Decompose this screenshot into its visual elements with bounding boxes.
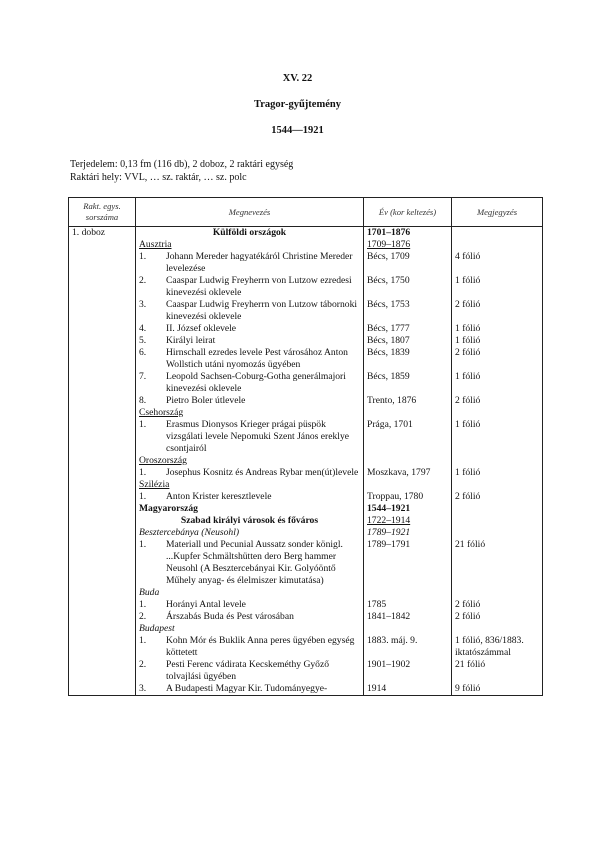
year-cell: 1789–1921 (364, 527, 452, 539)
item-number: 1. (139, 599, 147, 610)
year-cell (364, 407, 452, 419)
unit-cell (69, 659, 136, 683)
unit-cell (69, 419, 136, 455)
section-heading: Ausztria (139, 239, 172, 250)
table-row (69, 635, 543, 659)
year-cell: 1841–1842 (364, 611, 452, 623)
name-cell (136, 371, 364, 395)
note-cell (452, 623, 543, 635)
unit-cell (69, 323, 136, 335)
unit-cell (69, 539, 136, 587)
unit-cell (69, 515, 136, 527)
item-title: II. József oklevele (166, 323, 237, 334)
unit-cell (69, 587, 136, 599)
year-cell: 1789–1791 (364, 539, 452, 587)
note-cell (452, 527, 543, 539)
unit-cell: 1. doboz (69, 227, 136, 240)
unit-cell (69, 527, 136, 539)
item-title: Árszabás Buda és Pest városában (166, 611, 294, 622)
header-note: Megjegyzés (452, 198, 543, 227)
year-cell: Bécs, 1777 (364, 323, 452, 335)
table-header-row (69, 198, 543, 227)
unit-cell (69, 371, 136, 395)
section-heading: Magyarország (139, 503, 198, 514)
section-heading: Oroszország (139, 455, 187, 466)
item-title: Josephus Kosnitz és Andreas Rybar men(út)levele (166, 467, 359, 478)
table-row (69, 623, 543, 635)
name-cell (136, 455, 364, 467)
table-body (69, 227, 543, 696)
note-cell: 1 fólió, 836/1883. iktatószámmal (452, 635, 543, 659)
table-row (69, 239, 543, 251)
table-row (69, 503, 543, 515)
year-cell: 1883. máj. 9. (364, 635, 452, 659)
year-cell: 1544–1921 (364, 503, 452, 515)
table-row (69, 251, 543, 275)
note-cell (452, 515, 543, 527)
year-cell: 1785 (364, 599, 452, 611)
name-cell (136, 503, 364, 515)
name-cell (136, 623, 364, 635)
section-heading: Buda (139, 587, 160, 598)
year-cell (364, 623, 452, 635)
unit-cell (69, 407, 136, 419)
collection-years: 1544—1921 (271, 125, 324, 136)
name-cell (136, 683, 364, 696)
table-row (69, 659, 543, 683)
name-cell (136, 539, 364, 587)
item-title: Pesti Ferenc vádirata Kecskeméthy Győző tolvajlási ügyében (166, 659, 330, 682)
unit-cell (69, 455, 136, 467)
item-number: 1. (139, 467, 147, 478)
item-title: Királyi leirat (166, 335, 216, 346)
note-cell: 21 fólió (452, 539, 543, 587)
unit-cell (69, 299, 136, 323)
note-cell: 1 fólió (452, 419, 543, 455)
table-row (69, 479, 543, 491)
name-cell (136, 479, 364, 491)
note-cell: 2 fólió (452, 599, 543, 611)
location-line: Raktári hely: VVL, … sz. raktár, … sz. polc (70, 172, 247, 183)
name-cell (136, 227, 364, 240)
note-cell: 1 fólió (452, 335, 543, 347)
year-cell (364, 587, 452, 599)
item-number: 5. (139, 335, 147, 346)
table-row (69, 587, 543, 599)
section-heading: Budapest (139, 623, 175, 634)
note-cell: 9 fólió (452, 683, 543, 696)
table-row (69, 419, 543, 455)
note-cell: 2 fólió (452, 611, 543, 623)
name-cell (136, 527, 364, 539)
year-cell: Bécs, 1859 (364, 371, 452, 395)
item-title: Leopold Sachsen-Coburg-Gotha generálmajori kinevezési oklevele (166, 371, 346, 394)
table-row (69, 335, 543, 347)
item-number: 1. (139, 491, 147, 502)
item-number: 2. (139, 659, 147, 670)
table-row (69, 527, 543, 539)
item-number: 6. (139, 347, 147, 358)
table-row (69, 371, 543, 395)
note-cell: 2 fólió (452, 491, 543, 503)
item-number: 8. (139, 395, 147, 406)
item-number: 1. (139, 251, 147, 262)
item-title: Anton Krister keresztlevele (166, 491, 272, 502)
item-title: Horányi Antal levele (166, 599, 246, 610)
note-cell (452, 479, 543, 491)
note-cell: 2 fólió (452, 299, 543, 323)
name-cell (136, 395, 364, 407)
note-cell: 1 fólió (452, 467, 543, 479)
name-cell (136, 467, 364, 479)
table-row (69, 539, 543, 587)
table-row (69, 275, 543, 299)
item-number: 3. (139, 299, 147, 310)
year-cell: Bécs, 1750 (364, 275, 452, 299)
table-row (69, 323, 543, 335)
section-heading: Szilézia (139, 479, 170, 490)
name-cell (136, 491, 364, 503)
year-cell (364, 455, 452, 467)
name-cell (136, 659, 364, 683)
item-number: 1. (139, 539, 147, 550)
item-number: 1. (139, 635, 147, 646)
note-cell: 1 fólió (452, 275, 543, 299)
year-cell: Moszkava, 1797 (364, 467, 452, 479)
name-cell (136, 635, 364, 659)
unit-cell (69, 251, 136, 275)
inventory-table (68, 197, 543, 696)
year-cell: 1709–1876 (364, 239, 452, 251)
unit-cell (69, 479, 136, 491)
year-cell: 1901–1902 (364, 659, 452, 683)
table-row (69, 515, 543, 527)
item-title: Caaspar Ludwig Freyherrn von Lutzow tábornoki kinevezési oklevele (166, 299, 358, 322)
extent-line: Terjedelem: 0,13 fm (116 db), 2 doboz, 2 raktári egység (70, 159, 294, 170)
item-title: Kohn Mór és Buklik Anna peres ügyében egység köttetett (166, 635, 355, 658)
year-cell (364, 479, 452, 491)
name-cell (136, 275, 364, 299)
year-cell: 1914 (364, 683, 452, 696)
table-row (69, 491, 543, 503)
note-cell (452, 239, 543, 251)
name-cell (136, 347, 364, 371)
year-cell: Bécs, 1807 (364, 335, 452, 347)
year-cell: Bécs, 1753 (364, 299, 452, 323)
name-cell (136, 299, 364, 323)
year-cell: Bécs, 1839 (364, 347, 452, 371)
unit-cell (69, 395, 136, 407)
item-title: Erasmus Dionysos Krieger prágai püspök vizsgálati levele Nepomuki Szent János ereklye csontjairól (166, 419, 350, 454)
table-row (69, 227, 543, 240)
unit-cell (69, 491, 136, 503)
note-cell (452, 455, 543, 467)
table-row (69, 611, 543, 623)
section-heading: Besztercebánya (Neusohl) (139, 527, 240, 538)
item-title: A Budapesti Magyar Kir. Tudományegye- (166, 683, 328, 694)
note-cell: 4 fólió (452, 251, 543, 275)
item-number: 2. (139, 275, 147, 286)
unit-cell (69, 347, 136, 371)
header-name: Megnevezés (136, 198, 364, 227)
name-cell (136, 323, 364, 335)
table-row (69, 395, 543, 407)
table-row (69, 683, 543, 696)
name-cell (136, 419, 364, 455)
item-title: Johann Mereder hagyatékáról Christine Mereder levelezése (166, 251, 353, 274)
year-cell: Prága, 1701 (364, 419, 452, 455)
note-cell: 2 fólió (452, 347, 543, 371)
header-unit: Rakt. egys. sorszáma (69, 198, 136, 227)
year-cell: 1722–1914 (364, 515, 452, 527)
table-row (69, 599, 543, 611)
year-cell: 1701–1876 (364, 227, 452, 240)
unit-cell (69, 599, 136, 611)
name-cell (136, 587, 364, 599)
item-number: 7. (139, 371, 147, 382)
section-heading: Szabad királyi városok és főváros (180, 515, 319, 526)
note-cell: 1 fólió (452, 323, 543, 335)
table-row (69, 407, 543, 419)
collection-code: XV. 22 (282, 73, 313, 84)
name-cell (136, 335, 364, 347)
unit-cell (69, 275, 136, 299)
table-row (69, 455, 543, 467)
note-cell: 21 fólió (452, 659, 543, 683)
name-cell (136, 407, 364, 419)
note-cell (452, 407, 543, 419)
item-number: 1. (139, 419, 147, 430)
note-cell (452, 503, 543, 515)
unit-cell (69, 635, 136, 659)
collection-title: Tragor-gyűjtemény (254, 99, 341, 110)
item-number: 4. (139, 323, 147, 334)
year-cell: Trento, 1876 (364, 395, 452, 407)
unit-cell (69, 623, 136, 635)
name-cell (136, 515, 364, 527)
note-cell (452, 587, 543, 599)
note-cell: 2 fólió (452, 395, 543, 407)
unit-cell (69, 335, 136, 347)
note-cell: 1 fólió (452, 371, 543, 395)
name-cell (136, 599, 364, 611)
table-row (69, 467, 543, 479)
item-number: 3. (139, 683, 147, 694)
item-title: Hirnschall ezredes levele Pest városához Anton Wollstich utáni nyomozás ügyében (166, 347, 348, 370)
name-cell (136, 251, 364, 275)
unit-cell (69, 611, 136, 623)
section-heading: Külföldi országok (212, 227, 287, 238)
name-cell (136, 611, 364, 623)
name-cell (136, 239, 364, 251)
year-cell: Troppau, 1780 (364, 491, 452, 503)
note-cell (452, 227, 543, 240)
table-row (69, 347, 543, 371)
unit-cell (69, 683, 136, 696)
table-row (69, 299, 543, 323)
item-number: 2. (139, 611, 147, 622)
header-year: Év (kor keltezés) (364, 198, 452, 227)
unit-cell (69, 503, 136, 515)
year-cell: Bécs, 1709 (364, 251, 452, 275)
item-title: Caaspar Ludwig Freyherrn von Lutzow ezredesi kinevezési oklevele (166, 275, 352, 298)
item-title: Materiall und Pecunial Aussatz sonder königl. ...Kupfer Schmältshütten dero Berg hammer Neusohl (A Besztercebányai Kir. Golyóöntő Műhely anyag- és élelmiszer kimutatása) (166, 539, 343, 586)
unit-cell (69, 467, 136, 479)
unit-cell (69, 239, 136, 251)
section-heading: Csehország (139, 407, 184, 418)
item-title: Pietro Boler útlevele (166, 395, 246, 406)
